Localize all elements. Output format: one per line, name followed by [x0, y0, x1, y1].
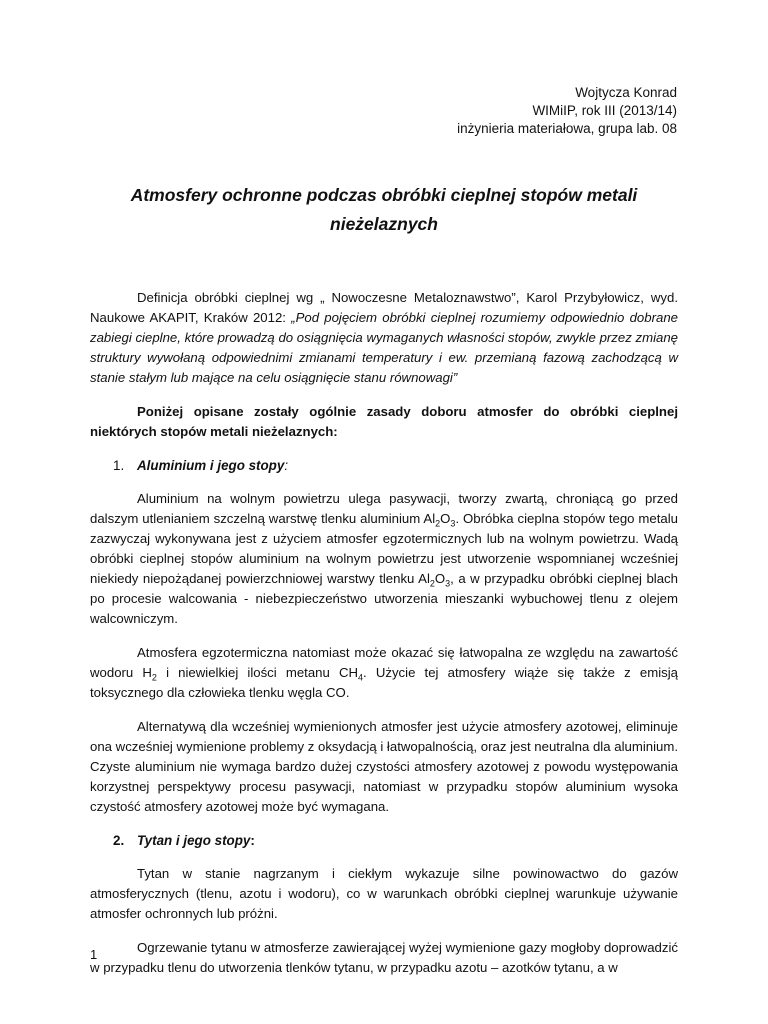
s1p1-text-b: . Obróbka cieplna stopów tego metalu zazwyczaj wykonywana jest z użyciem atmosfer egzotermicznych lub na wolnym powietrzu. Wadą obróbki cieplnej stopów aluminium na wolnym powietrzu jest utworzenie wspomnianej wcześniej niekiedy niepożądanej powierzchniowej warstwy tlenku Al	[90, 511, 678, 586]
s1p1-sub-3: 2	[429, 578, 435, 589]
document-title	[100, 181, 668, 239]
section-1-heading	[90, 456, 678, 476]
section-1-paragraph-2	[90, 643, 678, 703]
page-number: 1	[90, 947, 98, 962]
s1p1-sub-2: 3	[450, 518, 456, 529]
s1p2-sub-2: 4	[358, 672, 364, 683]
section-2-colon: :	[250, 833, 255, 848]
section-1-paragraph-3: Alternatywą dla wcześniej wymienionych atmosfer jest użycie atmosfery azotowej, eliminuje ona wcześniej wymienione problemy z oksydacją i łatwopalnością, oraz jest neutralna dla aluminium. Czyste aluminium nie wymaga bardzo dużej czystości atmosfery azotowej z powodu występowania korzystnej perspektywy procesu pasywacji, natomiast w przypadku stopów aluminium wysoka czystość atmosfery azotowej może być wymagana.	[90, 719, 678, 814]
s1p1-text-c: , a w przypadku obróbki cieplnej blach po procesie walcowania - niebezpieczeństwo utworzenia mieszanki wybuchowej tlenu z olejem walcowniczym.	[90, 571, 678, 626]
document-body	[90, 288, 678, 992]
s1p1-o: O	[440, 511, 451, 526]
author-group: inżynieria materiałowa, grupa lab. 08	[457, 121, 677, 136]
summary-paragraph: Poniżej opisane zostały ogólnie zasady doboru atmosfer do obróbki cieplnej niektórych stopów metali nieżelaznych:	[90, 404, 678, 439]
s1p1-text-a: Aluminium na wolnym powietrzu ulega pasywacji, tworzy zwartą, chroniącą go przed dalszym utlenianiem szczelną warstwę tlenku aluminium Al	[90, 491, 678, 526]
section-1-number: 1.	[113, 458, 125, 473]
section-2-number: 2.	[113, 833, 125, 848]
section-1-title: Aluminium i jego stopy	[137, 458, 285, 473]
section-2-paragraph-2: Ogrzewanie tytanu w atmosferze zawierającej wyżej wymienione gazy mogłoby doprowadzić w przypadku tlenu do utworzenia tlenków tytanu, w przypadku azotu – azotków tytanu, a w	[90, 940, 678, 975]
s1p2-text-a: Atmosfera egzotermiczna natomiast może okazać się łatwopalna ze względu na zawartość wodoru H	[90, 645, 678, 680]
s1p2-text-b: i niewielkiej ilości metanu CH	[156, 665, 359, 680]
section-2-heading	[90, 831, 678, 851]
section-2-title: Tytan i jego stopy	[137, 833, 251, 848]
intro-paragraph	[90, 288, 678, 388]
section-2-paragraph-1: Tytan w stanie nagrzanym i ciekłym wykazuje silne powinowactwo do gazów atmosferycznych (tlenu, azotu i wodoru), co w warunkach obróbki cieplnej warunkuje używanie atmosfer ochronnych lub próżni.	[90, 866, 678, 921]
s1p1-sub-4: 3	[445, 578, 451, 589]
section-1-paragraph-1	[90, 489, 678, 629]
author-name: Wojtycza Konrad	[575, 85, 677, 100]
author-block	[257, 84, 677, 138]
s1p1-sub-1: 2	[435, 518, 441, 529]
s1p1-o-2: O	[434, 571, 446, 586]
s1p2-text-c: . Użycie tej atmosfery wiąże się także z emisją toksycznego dla człowieka tlenku węgla CO.	[90, 665, 678, 700]
title-line-2: nieżelaznych	[330, 214, 438, 234]
intro-quote: „Pod pojęciem obróbki cieplnej rozumiemy odpowiednio dobrane zabiegi cieplne, które prowadzą do osiągnięcia wymaganych własności stopów, zwykle przez zmianę struktury wywołaną odpowiednimi zmianami temperatury i ew. przemianą fazową zachodzącą w stanie stałym lub mające na celu osiągnięcie stanu równowagi”	[90, 310, 678, 385]
author-affiliation: WIMiIP, rok III (2013/14)	[532, 103, 677, 118]
title-line-1: Atmosfery ochronne podczas obróbki cieplnej stopów metali	[130, 185, 638, 205]
s1p2-sub-1: 2	[151, 672, 157, 683]
intro-lead: Definicja obróbki cieplnej wg „ Nowoczesne Metaloznawstwo”, Karol Przybyłowicz, wyd. Naukowe AKAPIT, Kraków 2012:	[90, 290, 678, 325]
section-1-colon: :	[284, 458, 289, 473]
